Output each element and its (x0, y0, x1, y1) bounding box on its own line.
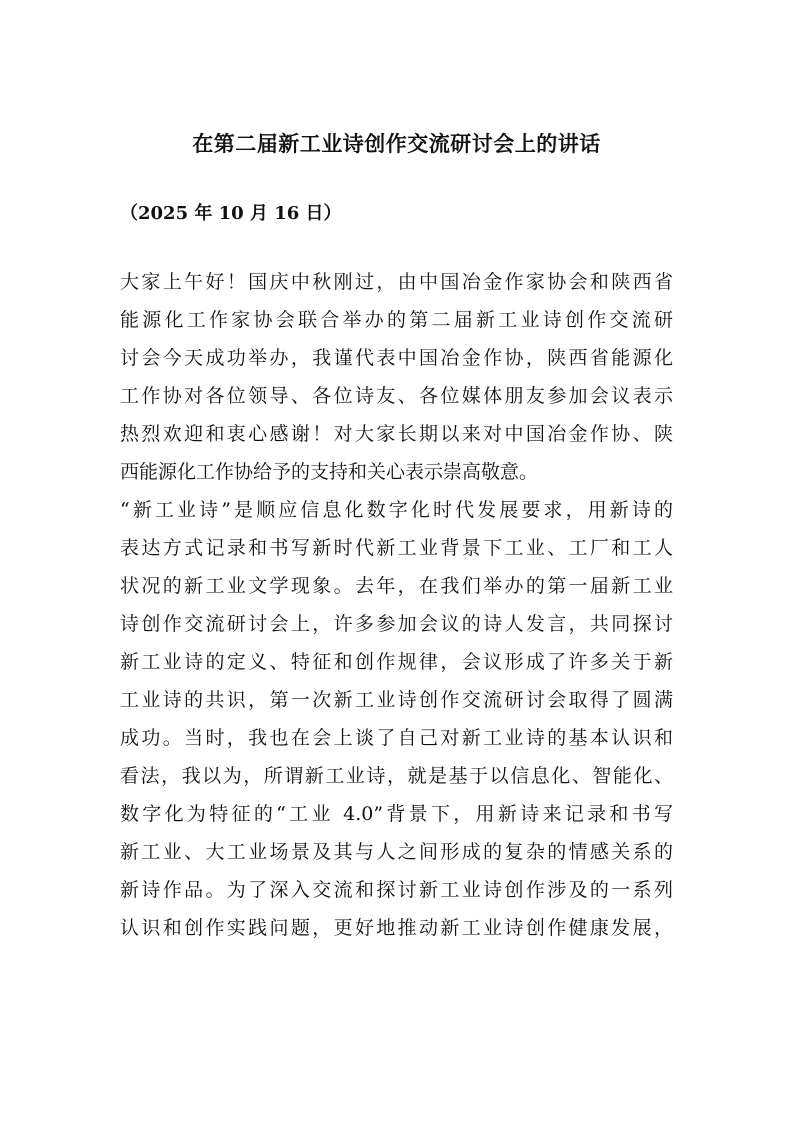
paragraph-1-line-3: 讨会今天成功举办，我谨代表中国冶金作协，陕西省能源化 (120, 347, 673, 369)
page-title: 在第二届新工业诗创作交流研讨会上的讲话 (192, 131, 601, 156)
paragraph-2-line-8: 看法，我以为，所谓新工业诗，就是基于以信息化、智能化、 (120, 765, 673, 787)
paragraph-1-line-6: 西能源化工作协给予的支持和关心表示崇高敬意。 (120, 461, 539, 483)
paragraph-1-line-2: 能源化工作家协会联合举办的第二届新工业诗创作交流研 (120, 309, 673, 331)
paragraph-2-line-6: 工业诗的共识，第一次新工业诗创作交流研讨会取得了圆满 (120, 689, 673, 711)
paragraph-2-line-3: 状况的新工业文学现象。去年，在我们举办的第一届新工业 (120, 575, 673, 597)
paragraph-2-line-1: “新工业诗”是顺应信息化数字化时代发展要求，用新诗的 (120, 499, 673, 521)
paragraph-2-line-2: 表达方式记录和书写新时代新工业背景下工业、工厂和工人 (120, 537, 673, 559)
paragraph-2-line-11: 新诗作品。为了深入交流和探讨新工业诗创作涉及的一系列 (120, 879, 673, 901)
paragraph-1-line-4: 工作协对各位领导、各位诗友、各位媒体朋友参加会议表示 (120, 385, 673, 407)
paragraph-2-line-10: 新工业、大工业场景及其与人之间形成的复杂的情感关系的 (120, 841, 673, 863)
paragraph-2-line-5: 新工业诗的定义、特征和创作规律，会议形成了许多关于新 (120, 651, 673, 673)
paragraph-1-line-5: 热烈欢迎和衷心感谢！对大家长期以来对中国冶金作协、陕 (120, 423, 673, 445)
paragraph-2-line-7: 成功。当时，我也在会上谈了自己对新工业诗的基本认识和 (120, 727, 673, 749)
paragraph-2-line-4: 诗创作交流研讨会上，许多参加会议的诗人发言，共同探讨 (120, 613, 673, 635)
paragraph-2-line-12: 认识和创作实践问题，更好地推动新工业诗创作健康发展， (120, 917, 673, 939)
paragraph-1-line-1: 大家上午好！国庆中秋刚过，由中国冶金作家协会和陕西省 (120, 271, 673, 293)
paragraph-2-line-9: 数字化为特征的“工业 4.0”背景下，用新诗来记录和书写 (120, 803, 673, 825)
speech-date: （2025 年 10 月 16 日） (120, 203, 342, 224)
